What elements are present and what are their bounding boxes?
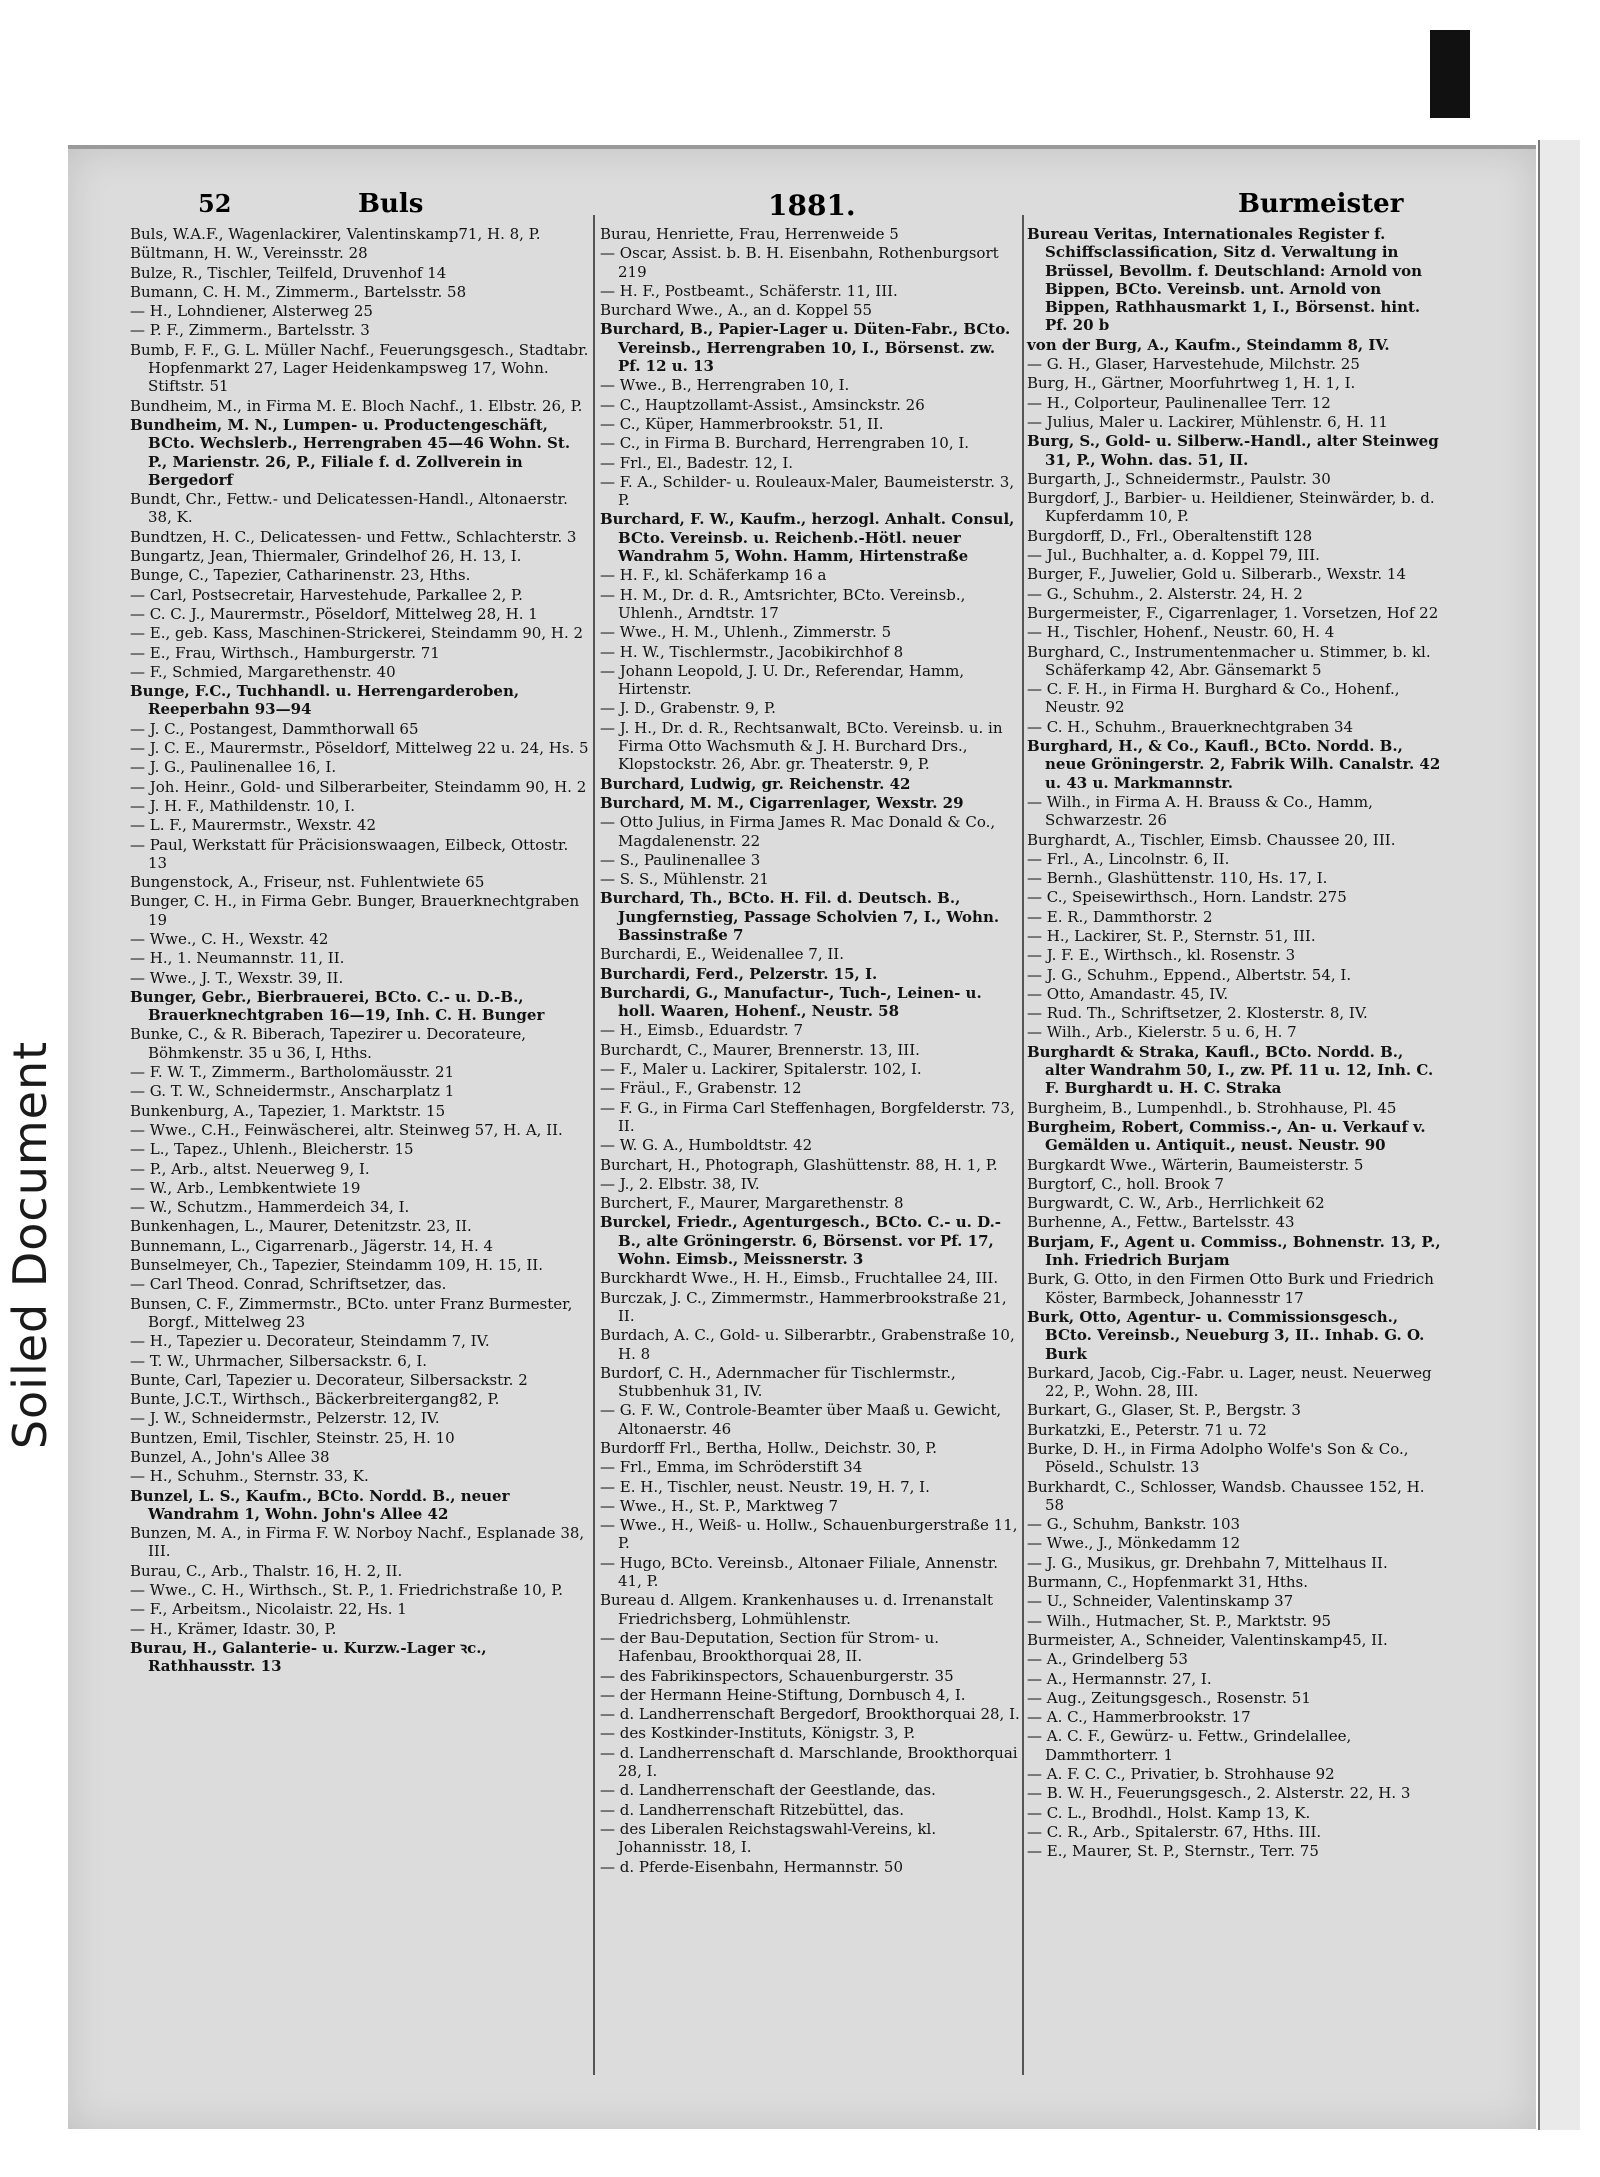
column-rule (593, 215, 595, 2075)
directory-entry: Bunzel, L. S., Kaufm., BCto. Nordd. B., neuer Wandrahm 1, Wohn. John's Allee 42 (130, 1486, 510, 1523)
directory-entry: Burchard, Ludwig, gr. Reichenstr. 42 (600, 774, 911, 793)
directory-entry: — H., 1. Neumannstr. 11, II. (130, 949, 345, 968)
column-left (130, 225, 590, 1677)
directory-entry: Burchard, Th., BCto. H. Fil. d. Deutsch. B., Jungfernstieg, Passage Scholvien 7, I., Wohn. Bassinstraße 7 (600, 889, 1000, 944)
directory-entry: Burchardi, Ferd., Pelzerstr. 15, I. (600, 964, 878, 983)
directory-entry: Bundtzen, H. C., Delicatessen- und Fettw., Schlachterstr. 3 (130, 527, 577, 546)
directory-entry: — A. C. F., Gewürz- u. Fettw., Grindelallee, Dammthorterr. 1 (1027, 1727, 1352, 1764)
directory-entry: Burg, H., Gärtner, Moorfuhrtweg 1, H. 1, I. (1027, 374, 1356, 393)
directory-entry: Burkhardt, C., Schlosser, Wandsb. Chaussee 152, H. 58 (1027, 1477, 1425, 1514)
directory-entry: — Wwe., J. T., Wexstr. 39, II. (130, 968, 344, 987)
directory-entry: — Carl, Postsecretair, Harvestehude, Parkallee 2, P. (130, 585, 523, 604)
directory-entry: Buntzen, Emil, Tischler, Steinstr. 25, H. 10 (130, 1428, 455, 1447)
column-right (1027, 225, 1442, 1862)
directory-entry: Bunge, C., Tapezier, Catharinenstr. 23, Hths. (130, 566, 471, 585)
side-label-text: Soiled Document (3, 1040, 57, 1450)
left-running-head: Buls (358, 189, 424, 219)
directory-entry: — des Liberalen Reichstagswahl-Vereins, kl. Johannisstr. 18, I. (600, 1819, 937, 1857)
directory-entry: Burg, S., Gold- u. Silberw.-Handl., alter Steinweg 31, P., Wohn. das. 51, II. (1027, 432, 1439, 469)
directory-entry: — Wwe., C. H., Wexstr. 42 (130, 929, 329, 948)
directory-entry: Bültmann, H. W., Vereinsstr. 28 (130, 244, 368, 263)
directory-entry: Bungenstock, A., Friseur, nst. Fuhlentwiete 65 (130, 873, 485, 892)
directory-entry: Bundt, Chr., Fettw.- und Delicatessen-Handl., Altonaerstr. 38, K. (130, 490, 568, 527)
directory-entry: — Bernh., Glashüttenstr. 110, Hs. 17, I. (1027, 869, 1328, 888)
directory-entry: — Joh. Heinr., Gold- und Silberarbeiter, Steindamm 90, H. 2 (130, 777, 587, 796)
directory-entry: — T. W., Uhrmacher, Silbersackstr. 6, I. (130, 1351, 428, 1370)
directory-entry: — C. L., Brodhdl., Holst. Kamp 13, K. (1027, 1803, 1311, 1822)
directory-entry: — des Kostkinder-Instituts, Königstr. 3, P. (600, 1724, 916, 1743)
directory-entry: Burgtorf, C., holl. Brook 7 (1027, 1174, 1224, 1193)
directory-entry: — Wwe., J., Mönkedamm 12 (1027, 1534, 1241, 1553)
directory-entry: — J. G., Musikus, gr. Drehbahn 7, Mittelhaus II. (1027, 1553, 1388, 1572)
directory-entry: — F., Arbeitsm., Nicolaistr. 22, Hs. 1 (130, 1600, 407, 1619)
directory-entry: Burghardt & Straka, Kaufl., BCto. Nordd. B., alter Wandrahm 50, I., zw. Pf. 11 u. 12, Inh. C. F. Burghardt u. H. C. Straka (1027, 1042, 1434, 1098)
directory-entry: — S., Paulinenallee 3 (600, 850, 761, 869)
directory-entry: — S. S., Mühlenstr. 21 (600, 870, 769, 889)
directory-entry: Burau, H., Galanterie- u. Kurzw.-Lager ꝛc., Rathhausstr. 13 (130, 1638, 487, 1676)
directory-entry: Bureau Veritas, Internationales Register f. Schiffsclassification, Sitz d. Verwaltung in Brüssel, Bevollm. f. Deutschland: Arnold von Bippen, BCto. Vereinsb. unt. Arnold von Bippen, Rathhausmarkt 1, I., Börsenst. hint. Pf. 20 b (1027, 225, 1423, 335)
directory-entry: — Frl., Emma, im Schröderstift 34 (600, 1458, 863, 1477)
directory-entry: Bumb, F. F., G. L. Müller Nachf., Feuerungsgesch., Stadtabr. Hopfenmarkt 27, Lager Heidenkampsweg 17, Wohn. Stiftstr. 51 (130, 340, 589, 396)
directory-entry: — H., Tischler, Hohenf., Neustr. 60, H. 4 (1027, 623, 1335, 642)
directory-entry: Burchardi, G., Manufactur-, Tuch-, Leinen- u. holl. Waaren, Hohenf., Neustr. 58 (600, 983, 982, 1021)
directory-entry: Bunselmeyer, Ch., Tapezier, Steindamm 109, H. 15, II. (130, 1256, 543, 1275)
directory-entry: von der Burg, A., Kaufm., Steindamm 8, IV. (1027, 335, 1390, 354)
directory-entry: — Hugo, BCto. Vereinsb., Altonaer Filiale, Annenstr. 41, P. (600, 1553, 998, 1591)
directory-entry: — A. F. C. C., Privatier, b. Strohhause 92 (1027, 1765, 1335, 1784)
column-rule (1022, 215, 1024, 2075)
directory-entry: — J. G., Schuhm., Eppend., Albertstr. 54, I. (1027, 965, 1352, 984)
directory-entry: Burjam, F., Agent u. Commiss., Bohnenstr. 13, P., Inh. Friedrich Burjam (1027, 1232, 1441, 1270)
directory-entry: Burgdorf, J., Barbier- u. Heildiener, Steinwärder, b. d. Kupferdamm 10, P. (1027, 489, 1435, 526)
directory-entry: — H., Schuhm., Sternstr. 33, K. (130, 1467, 369, 1486)
directory-entry: — F. G., in Firma Carl Steffenhagen, Borgfelderstr. 73, II. (600, 1098, 1015, 1135)
directory-entry: — G. F. W., Controle-Beamter über Maaß u. Gewicht, Altonaerstr. 46 (600, 1401, 1002, 1438)
directory-entry: Bunnemann, L., Cigarrenarb., Jägerstr. 14, H. 4 (130, 1236, 494, 1255)
directory-entry: Burchart, H., Photograph, Glashüttenstr. 88, H. 1, P. (600, 1155, 998, 1174)
directory-entry: — Frl., A., Lincolnstr. 6, II. (1027, 849, 1230, 868)
directory-entry: — J. C. E., Maurermstr., Pöseldorf, Mittelweg 22 u. 24, Hs. 5 (130, 739, 589, 758)
column-middle (600, 225, 1020, 1877)
directory-entry: — C., Hauptzollamt-Assist., Amsinckstr. 26 (600, 395, 925, 414)
directory-entry: Bunte, J.C.T., Wirthsch., Bäckerbreitergang82, P. (130, 1390, 500, 1409)
directory-entry: — A., Grindelberg 53 (1027, 1650, 1188, 1669)
directory-entry: Bunzen, M. A., in Firma F. W. Norboy Nachf., Esplanade 38, III. (130, 1524, 585, 1561)
page-number: 52 (198, 189, 232, 218)
directory-entry: — Wwe., H., St. P., Marktweg 7 (600, 1496, 839, 1515)
directory-entry: — A., Hermannstr. 27, I. (1027, 1669, 1212, 1688)
directory-entry: Burgwardt, C. W., Arb., Herrlichkeit 62 (1027, 1194, 1325, 1213)
directory-entry: Burk, Otto, Agentur- u. Commissionsgesch., BCto. Vereinsb., Neueburg 3, II.. Inhab. G. O. Burk (1027, 1307, 1425, 1363)
directory-entry: — C., in Firma B. Burchard, Herrengraben 10, I. (600, 434, 970, 453)
directory-entry: — Rud. Th., Schriftsetzer, 2. Klosterstr. 8, IV. (1027, 1004, 1368, 1023)
directory-entry: Bunzel, A., John's Allee 38 (130, 1448, 330, 1466)
directory-entry: — Wwe., C. H., Wirthsch., St. P., 1. Friedrichstraße 10, P. (130, 1581, 564, 1600)
directory-entry: — L. F., Maurermstr., Wexstr. 42 (130, 816, 376, 835)
directory-entry: Bunkenburg, A., Tapezier, 1. Marktstr. 15 (130, 1101, 446, 1120)
directory-entry: Burgheim, B., Lumpenhdl., b. Strohhause, Pl. 45 (1027, 1098, 1397, 1117)
directory-entry: — P., Arb., altst. Neuerweg 9, I. (130, 1159, 370, 1178)
directory-entry: Bunsen, C. F., Zimmermstr., BCto. unter Franz Burmester, Borgf., Mittelweg 23 (130, 1294, 573, 1331)
directory-entry: — H. F., Postbeamt., Schäferstr. 11, III. (600, 281, 898, 300)
right-running-head: Burmeister (1238, 189, 1404, 219)
directory-entry: — H., Tapezier u. Decorateur, Steindamm 7, IV. (130, 1332, 490, 1351)
black-tab (1430, 30, 1470, 118)
directory-entry: Burchard, B., Papier-Lager u. Düten-Fabr., BCto. Vereinsb., Herrengraben 10, I., Börsenst. zw. Pf. 12 u. 13 (600, 320, 1011, 376)
directory-entry: Bunke, C., & R. Biberach, Tapezirer u. Decorateure, Böhmkenstr. 35 u 36, I, Hths. (130, 1025, 527, 1062)
directory-entry: — C. R., Arb., Spitalerstr. 67, Hths. III. (1027, 1822, 1322, 1841)
page-header (68, 189, 1536, 229)
directory-entry: — Wwe., B., Herrengraben 10, I. (600, 376, 850, 395)
directory-entry: Burkart, G., Glaser, St. P., Bergstr. 3 (1027, 1401, 1301, 1420)
directory-entry: Burchardt, C., Maurer, Brennerstr. 13, III. (600, 1040, 920, 1059)
directory-entry: Burgdorff, D., Frl., Oberaltenstift 128 (1027, 526, 1313, 545)
directory-entry: — Wwe., C.H., Feinwäscherei, altr. Steinweg 57, H. A, II. (130, 1120, 563, 1139)
directory-entry: Burgheim, Robert, Commiss.-, An- u. Verkauf v. Gemälden u. Antiquit., neust. Neustr. 90 (1027, 1117, 1426, 1155)
directory-entry: — W., Arb., Lembkentwiete 19 (130, 1178, 361, 1197)
directory-entry: — d. Landherrenschaft Bergedorf, Brookthorquai 28, I. (600, 1705, 1020, 1724)
directory-entry: Bunger, C. H., in Firma Gebr. Bunger, Brauerknechtgraben 19 (130, 892, 580, 929)
directory-entry: Bundheim, M. N., Lumpen- u. Productengeschäft, BCto. Wechslerb., Herrengraben 45—46 Wohn. St. P., Marienstr. 26, P., Filiale f. d. Zollverein in Bergedorf (130, 415, 571, 489)
directory-entry: — Jul., Buchhalter, a. d. Koppel 79, III. (1027, 546, 1320, 565)
directory-entry: — C., Speisewirthsch., Horn. Landstr. 275 (1027, 888, 1347, 907)
directory-entry: Bunte, Carl, Tapezier u. Decorateur, Silbersackstr. 2 (130, 1370, 528, 1389)
directory-entry: — J. G., Paulinenallee 16, I. (130, 758, 337, 777)
directory-entry: Burchard Wwe., A., an d. Koppel 55 (600, 301, 873, 320)
directory-entry: Burgkardt Wwe., Wärterin, Baumeisterstr. 5 (1027, 1155, 1364, 1174)
directory-entry: — Julius, Maler u. Lackirer, Mühlenstr. 6, H. 11 (1027, 412, 1388, 431)
directory-entry: — d. Pferde-Eisenbahn, Hermannstr. 50 (600, 1857, 904, 1876)
directory-entry: — B. W. H., Feuerungsgesch., 2. Alsterstr. 22, H. 3 (1027, 1784, 1411, 1803)
directory-entry: Burau, Henriette, Frau, Herrenweide 5 (600, 225, 899, 243)
directory-entry: — C. C. J., Maurermstr., Pöseldorf, Mittelweg 28, H. 1 (130, 604, 538, 623)
directory-entry: Bungartz, Jean, Thiermaler, Grindelhof 26, H. 13, I. (130, 547, 522, 566)
directory-entry: — H., Krämer, Idastr. 30, P. (130, 1619, 337, 1638)
directory-entry: — E., Frau, Wirthsch., Hamburgerstr. 71 (130, 643, 440, 662)
directory-entry: — J. H. F., Mathildenstr. 10, I. (130, 796, 355, 815)
directory-entry: — W. G. A., Humboldtstr. 42 (600, 1136, 813, 1155)
directory-entry: — W., Schutzm., Hammerdeich 34, I. (130, 1198, 410, 1217)
directory-entry: Burckel, Friedr., Agenturgesch., BCto. C.- u. D.-B., alte Gröningerstr. 6, Börsenst. vor Pf. 17, Wohn. Eimsb., Meissnerstr. 3 (600, 1213, 1002, 1269)
directory-entry: Burkatzki, E., Peterstr. 71 u. 72 (1027, 1420, 1267, 1439)
directory-entry: — G. H., Glaser, Harvestehude, Milchstr. 25 (1027, 355, 1360, 374)
directory-entry: — P. F., Zimmerm., Bartelsstr. 3 (130, 321, 370, 340)
directory-entry: — Wwe., H. M., Uhlenh., Zimmerstr. 5 (600, 623, 892, 642)
directory-entry: — Wilh., Hutmacher, St. P., Marktstr. 95 (1027, 1611, 1332, 1630)
directory-entry: Burchard, F. W., Kaufm., herzogl. Anhalt. Consul, BCto. Vereinsb. u. Reichenb.-Hötl. neuer Wandrahm 5, Wohn. Hamm, Hirtenstraße (600, 510, 1015, 566)
directory-entry: — J., 2. Elbstr. 38, IV. (600, 1174, 760, 1193)
directory-entry: Burmann, C., Hopfenmarkt 31, Hths. (1027, 1573, 1309, 1592)
directory-entry: — C. H., Schuhm., Brauerknechtgraben 34 (1027, 717, 1354, 736)
directory-entry: Burger, F., Juwelier, Gold u. Silberarb., Wexstr. 14 (1027, 565, 1407, 584)
directory-entry: — E., Maurer, St. P., Sternstr., Terr. 75 (1027, 1842, 1319, 1861)
directory-entry: — E. R., Dammthorstr. 2 (1027, 907, 1213, 926)
directory-entry: Burau, C., Arb., Thalstr. 16, H. 2, II. (130, 1561, 403, 1580)
directory-entry: — H. M., Dr. d. R., Amtsrichter, BCto. Vereinsb., Uhlenh., Arndtstr. 17 (600, 585, 966, 622)
directory-entry: Burdach, A. C., Gold- u. Silberarbtr., Grabenstraße 10, H. 8 (600, 1326, 1015, 1363)
directory-entry: Burchardi, E., Weidenallee 7, II. (600, 945, 844, 964)
directory-entry: — Carl Theod. Conrad, Schriftsetzer, das. (130, 1275, 447, 1294)
directory-entry: — F., Maler u. Lackirer, Spitalerstr. 102, I. (600, 1060, 922, 1079)
directory-entry: Burckhardt Wwe., H. H., Eimsb., Fruchtallee 24, III. (600, 1269, 999, 1288)
directory-entry: Bulze, R., Tischler, Teilfeld, Druvenhof 14 (130, 263, 447, 282)
directory-entry: — d. Landherrenschaft Ritzebüttel, das. (600, 1800, 904, 1819)
directory-entry: Burdorf, C. H., Adernmacher für Tischlermstr., Stubbenhuk 31, IV. (600, 1363, 956, 1401)
directory-entry: — Fräul., F., Grabenstr. 12 (600, 1079, 802, 1098)
directory-entry: Burmeister, A., Schneider, Valentinskamp45, II. (1027, 1630, 1388, 1649)
directory-entry: — A. C., Hammerbrookstr. 17 (1027, 1708, 1251, 1727)
directory-entry: — Wilh., in Firma A. H. Brauss & Co., Hamm, Schwarzestr. 26 (1027, 792, 1373, 830)
directory-entry: — E. H., Tischler, neust. Neustr. 19, H. 7, I. (600, 1477, 930, 1496)
directory-entry: — J. H., Dr. d. R., Rechtsanwalt, BCto. Vereinsb. u. in Firma Otto Wachsmuth & J. H. Burchard Drs., Klopstockstr. 26, Abr. gr. Theaterstr. 9, P. (600, 718, 1003, 774)
directory-entry: Burchard, M. M., Cigarrenlager, Wexstr. 29 (600, 793, 964, 812)
directory-entry: Burgermeister, F., Cigarrenlager, 1. Vorsetzen, Hof 22 (1027, 603, 1439, 622)
directory-entry: — Wwe., H., Weiß- u. Hollw., Schauenburgerstraße 11, P. (600, 1516, 1018, 1553)
directory-entry: — H., Lackirer, St. P., Sternstr. 51, III. (1027, 926, 1316, 945)
directory-entry: — F., Schmied, Margarethenstr. 40 (130, 662, 396, 681)
directory-entry: — H., Lohndiener, Alsterweg 25 (130, 302, 373, 321)
directory-entry: Bunge, F.C., Tuchhandl. u. Herrengarderoben, Reeperbahn 93—94 (130, 682, 520, 719)
directory-entry: — J. F. E., Wirthsch., kl. Rosenstr. 3 (1027, 946, 1296, 965)
directory-entry: — Paul, Werkstatt für Präcisionswaagen, Eilbeck, Ottostr. 13 (130, 835, 569, 872)
directory-entry: Bumann, C. H. M., Zimmerm., Bartelsstr. 58 (130, 282, 467, 301)
directory-entry: Bundheim, M., in Firma M. E. Bloch Nachf., 1. Elbstr. 26, P. (130, 396, 583, 415)
next-page-edge (1538, 140, 1580, 2130)
directory-entry: — Otto Julius, in Firma James R. Mac Donald & Co., Magdalenenstr. 22 (600, 813, 996, 850)
directory-entry: — H., Colporteur, Paulinenallee Terr. 12 (1027, 393, 1331, 412)
directory-entry: — H., Eimsb., Eduardstr. 7 (600, 1021, 803, 1040)
directory-entry: — C., Küper, Hammerbrookstr. 51, II. (600, 414, 884, 433)
directory-entry: Bunkenhagen, L., Maurer, Detenitzstr. 23, II. (130, 1217, 472, 1236)
directory-entry: — H. W., Tischlermstr., Jacobikirchhof 8 (600, 642, 904, 661)
directory-entry: Bunger, Gebr., Bierbrauerei, BCto. C.- u. D.-B., Brauerknechtgraben 16—19, Inh. C. H. Bunger (130, 987, 545, 1025)
directory-entry: — H. F., kl. Schäferkamp 16 a (600, 566, 827, 585)
directory-entry: — C. F. H., in Firma H. Burghard & Co., Hohenf., Neustr. 92 (1027, 680, 1400, 717)
side-label (0, 955, 60, 1535)
directory-entry: Burgarth, J., Schneidermstr., Paulstr. 30 (1027, 469, 1331, 488)
directory-entry: Burke, D. H., in Firma Adolpho Wolfe's Son & Co., Pöseld., Schulstr. 13 (1027, 1440, 1409, 1477)
directory-entry: — Oscar, Assist. b. B. H. Eisenbahn, Rothenburgsort 219 (600, 244, 999, 281)
directory-entry: Burchert, F., Maurer, Margarethenstr. 8 (600, 1194, 904, 1213)
directory-entry: — G., Schuhm., 2. Alsterstr. 24, H. 2 (1027, 584, 1303, 603)
directory-entry: — Frl., El., Badestr. 12, I. (600, 453, 794, 472)
directory-entry: — L., Tapez., Uhlenh., Bleicherstr. 15 (130, 1140, 414, 1159)
directory-entry: — F. W. T., Zimmerm., Bartholomäusstr. 21 (130, 1063, 455, 1082)
directory-entry: — des Fabrikinspectors, Schauenburgerstr. 35 (600, 1666, 954, 1685)
directory-entry: — Aug., Zeitungsgesch., Rosenstr. 51 (1027, 1688, 1311, 1707)
directory-entry: — E., geb. Kass, Maschinen-Strickerei, Steindamm 90, H. 2 (130, 624, 584, 643)
directory-entry: — d. Landherrenschaft der Geestlande, das. (600, 1781, 936, 1800)
directory-entry: — J. W., Schneidermstr., Pelzerstr. 12, IV. (130, 1409, 440, 1428)
directory-entry: — J. C., Postangest, Dammthorwall 65 (130, 719, 419, 738)
directory-entry: — G. T. W., Schneidermstr., Anscharplatz 1 (130, 1082, 455, 1101)
directory-entry: Burhenne, A., Fettw., Bartelsstr. 43 (1027, 1213, 1295, 1232)
directory-entry: Bureau d. Allgem. Krankenhauses u. d. Irrenanstalt Friedrichsberg, Lohmühlenstr. (600, 1591, 994, 1628)
directory-entry: — Wilh., Arb., Kielerstr. 5 u. 6, H. 7 (1027, 1023, 1297, 1042)
directory-entry: Burghard, H., & Co., Kaufl., BCto. Nordd. B., neue Gröningerstr. 2, Fabrik Wilh. Canalstr. 42 u. 43 u. Markmannstr. (1027, 737, 1441, 792)
directory-entry: — der Bau-Deputation, Section für Strom- u. Hafenbau, Brookthorquai 28, II. (600, 1628, 940, 1666)
directory-entry: — U., Schneider, Valentinskamp 37 (1027, 1592, 1294, 1611)
directory-entry: — G., Schuhm, Bankstr. 103 (1027, 1515, 1241, 1534)
directory-entry: — J. D., Grabenstr. 9, P. (600, 699, 776, 718)
directory-entry: Burdorff Frl., Bertha, Hollw., Deichstr. 30, P. (600, 1439, 938, 1457)
directory-entry: — der Hermann Heine-Stiftung, Dornbusch 4, I. (600, 1685, 966, 1704)
directory-entry: — F. A., Schilder- u. Rouleaux-Maler, Baumeisterstr. 3, P. (600, 472, 1015, 510)
directory-entry: — Johann Leopold, J. U. Dr., Referendar, Hamm, Hirtenstr. (600, 661, 965, 699)
directory-entry: — Otto, Amandastr. 45, IV. (1027, 984, 1229, 1003)
year-heading: 1881. (768, 189, 856, 222)
directory-entry: Burczak, J. C., Zimmermstr., Hammerbrookstraße 21, II. (600, 1288, 1007, 1325)
directory-entry: Burkard, Jacob, Cig.-Fabr. u. Lager, neust. Neuerweg 22, P., Wohn. 28, III. (1027, 1363, 1432, 1401)
directory-entry: — d. Landherrenschaft d. Marschlande, Brookthorquai 28, I. (600, 1743, 1018, 1781)
directory-entry: Burghardt, A., Tischler, Eimsb. Chaussee 20, III. (1027, 830, 1396, 849)
directory-entry: Buls, W.A.F., Wagenlackirer, Valentinskamp71, H. 8, P. (130, 225, 541, 243)
directory-entry: Burghard, C., Instrumentenmacher u. Stimmer, b. kl. Schäferkamp 42, Abr. Gänsemarkt 5 (1027, 642, 1431, 679)
directory-entry: Burk, G. Otto, in den Firmen Otto Burk und Friedrich Köster, Barmbeck, Johannesstr 17 (1027, 1270, 1434, 1307)
